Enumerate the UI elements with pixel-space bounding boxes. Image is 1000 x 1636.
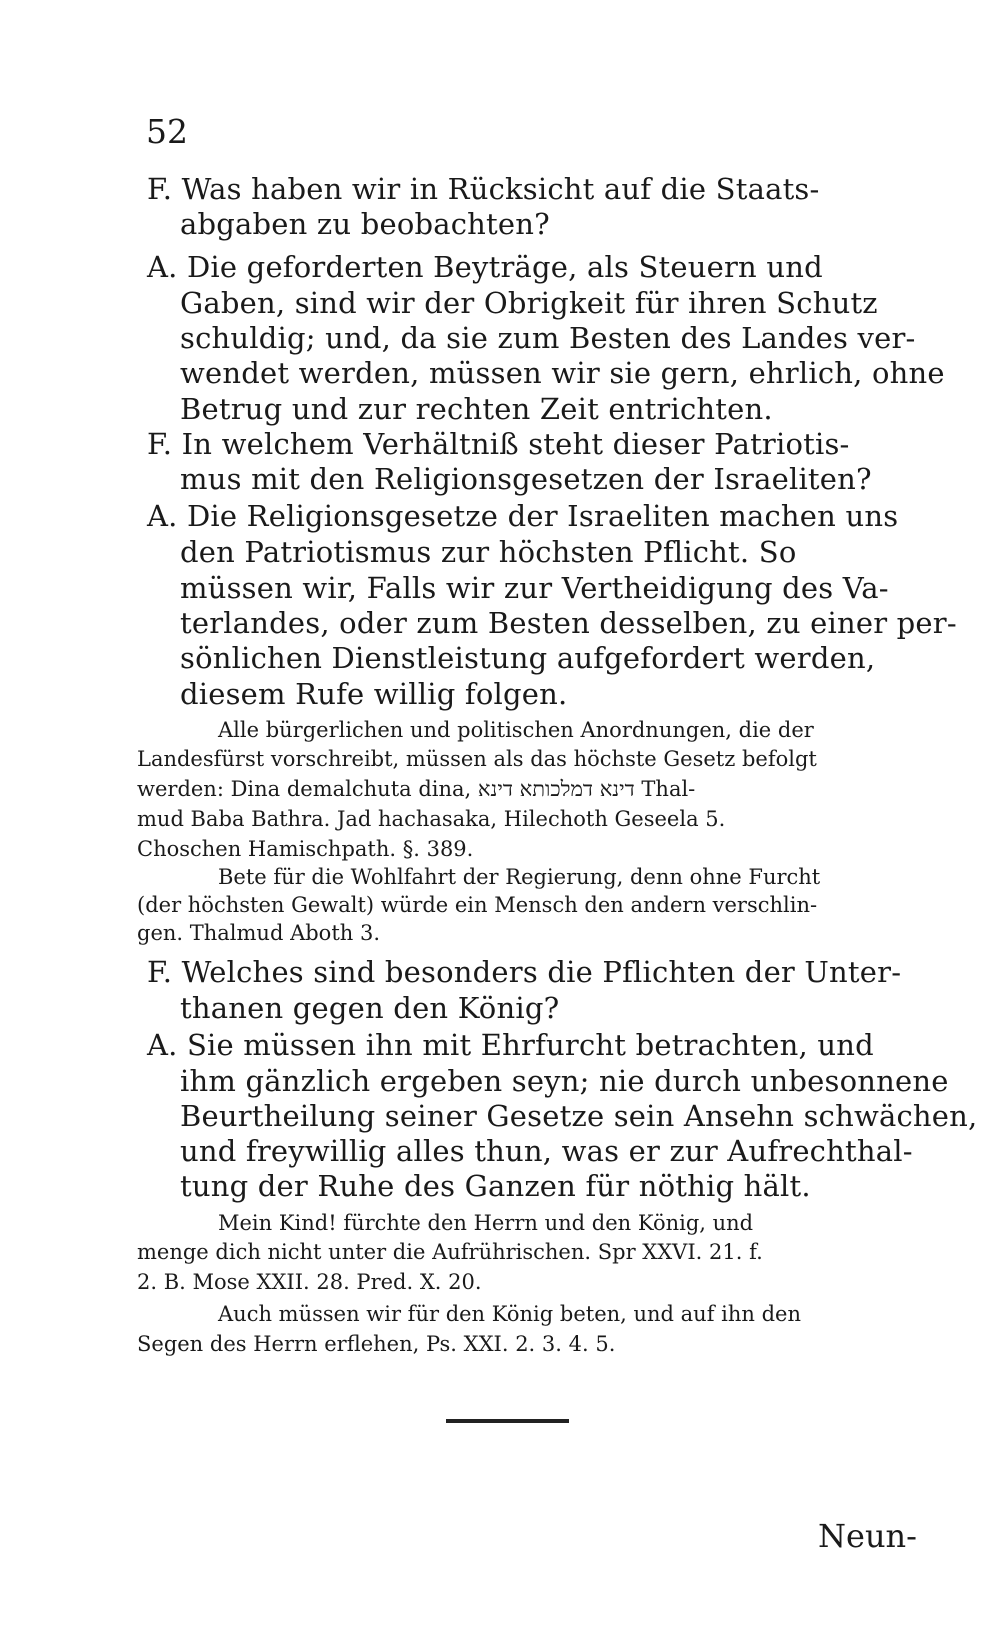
text-line: und freywillig alles thun, was er zur Aufrechthal- <box>180 1134 913 1168</box>
note-line: menge dich nicht unter die Aufrührischen. Spr XXVI. 21. f. <box>137 1240 763 1264</box>
text-line: F. Welches sind besonders die Pflichten der Unter- <box>147 955 902 989</box>
text-line: A. Die geforderten Beyträge, als Steuern und <box>147 250 823 284</box>
text-line: terlandes, oder zum Besten desselben, zu einer per- <box>180 606 957 640</box>
text-line: F. In welchem Verhältniß steht dieser Patriotis- <box>147 427 850 461</box>
note-line: gen. Thalmud Aboth 3. <box>137 921 380 945</box>
note-line: (der höchsten Gewalt) würde ein Mensch den andern verschlin- <box>137 893 818 917</box>
note-line: Alle bürgerlichen und politischen Anordnungen, die der <box>218 718 814 742</box>
catchword: Neun- <box>818 1517 917 1555</box>
text-line: thanen gegen den König? <box>180 991 560 1025</box>
section-divider <box>446 1419 569 1423</box>
page-number: 52 <box>146 112 188 151</box>
text-line: Betrug und zur rechten Zeit entrichten. <box>180 392 773 426</box>
text-line: A. Sie müssen ihn mit Ehrfurcht betrachten, und <box>147 1028 874 1062</box>
text-line: den Patriotismus zur höchsten Pflicht. So <box>180 535 797 569</box>
note-line: 2. B. Mose XXII. 28. Pred. X. 20. <box>137 1270 482 1294</box>
text-line: Gaben, sind wir der Obrigkeit für ihren Schutz <box>180 286 878 320</box>
text-line: schuldig; und, da sie zum Besten des Landes ver- <box>180 321 916 355</box>
note-line: Choschen Hamischpath. §. 389. <box>137 837 474 861</box>
note-line: werden: Dina demalchuta dina, דינא דמלכותא דינא Thal- <box>137 777 696 801</box>
text-line: müssen wir, Falls wir zur Vertheidigung des Va- <box>180 571 889 605</box>
note-line: Bete für die Wohlfahrt der Regierung, denn ohne Furcht <box>218 865 821 889</box>
note-line: mud Baba Bathra. Jad hachasaka, Hilechoth Geseela 5. <box>137 807 726 831</box>
text-line: ihm gänzlich ergeben seyn; nie durch unbesonnene <box>180 1064 949 1098</box>
text-line: tung der Ruhe des Ganzen für nöthig hält. <box>180 1169 811 1203</box>
note-line: Segen des Herrn erflehen, Ps. XXI. 2. 3. 4. 5. <box>137 1332 616 1356</box>
note-line: Mein Kind! fürchte den Herrn und den König, und <box>218 1211 754 1235</box>
text-line: A. Die Religionsgesetze der Israeliten machen uns <box>147 499 899 533</box>
text-line: mus mit den Religionsgesetzen der Israeliten? <box>180 462 872 496</box>
note-line: Landesfürst vorschreibt, müssen als das höchste Gesetz befolgt <box>137 747 817 771</box>
text-line: abgaben zu beobachten? <box>180 207 550 241</box>
text-line: diesem Rufe willig folgen. <box>180 677 568 711</box>
text-line: wendet werden, müssen wir sie gern, ehrlich, ohne <box>180 356 945 390</box>
text-line: Beurtheilung seiner Gesetze sein Ansehn schwächen, <box>180 1099 978 1133</box>
text-line: sönlichen Dienstleistung aufgefordert werden, <box>180 641 876 675</box>
note-line: Auch müssen wir für den König beten, und auf ihn den <box>218 1302 801 1326</box>
text-line: F. Was haben wir in Rücksicht auf die Staats- <box>147 172 820 206</box>
